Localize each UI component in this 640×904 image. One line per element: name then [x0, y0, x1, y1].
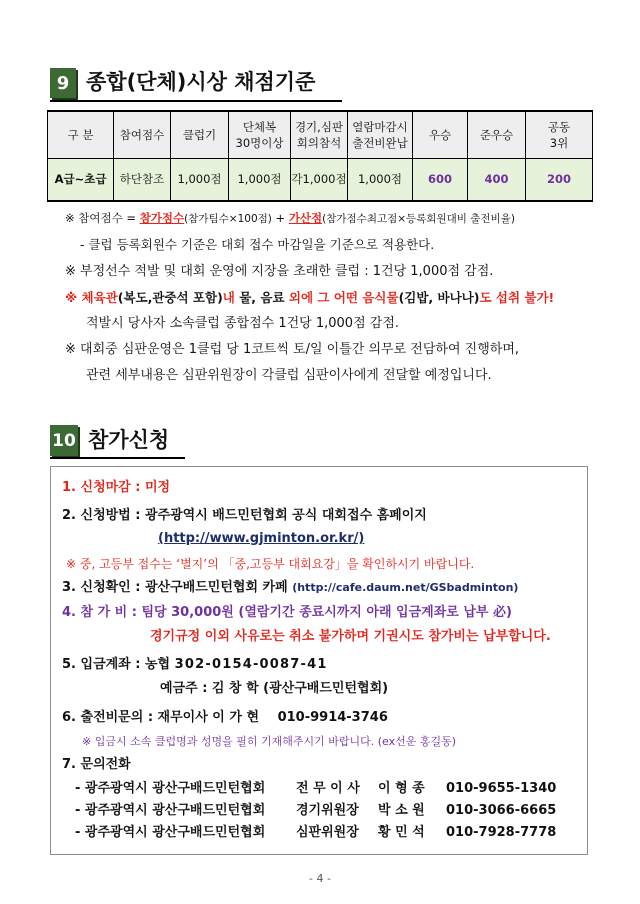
item-confirm: [62, 580, 518, 596]
food-rule-part: (김밥, 바나나): [398, 290, 480, 305]
cell-participation: 하단참조: [114, 158, 171, 201]
scoring-criteria-table: [47, 110, 593, 202]
section-9-title-underline: [50, 100, 342, 102]
header-category: [48, 111, 114, 158]
item-deadline: 1. 신청마감 : 미정: [62, 480, 171, 495]
formula-prefix: ※ 참여점수 =: [65, 211, 137, 225]
contact-row: [75, 803, 556, 819]
formula-term-bonus-detail: (참가점수최고점×등록회원대비 출전비율): [322, 213, 515, 225]
item-contact-heading: 7. 문의전화: [62, 757, 131, 772]
method-url-link[interactable]: (http://www.gjminton.or.kr/): [158, 531, 365, 546]
note-member-basis: - 클럽 등록회원수 기준은 대회 접수 마감일을 기준으로 적용한다.: [80, 237, 435, 252]
header-runner-up: [468, 111, 526, 158]
contact-phone: 010-7928-7778: [446, 825, 557, 840]
header-joint-third: [526, 111, 593, 158]
formula-term-entry-detail: (참가팀수×100점): [184, 213, 272, 225]
header-winner: [413, 111, 468, 158]
account-number: 302-0154-0087-41: [174, 657, 328, 672]
cell-team-uniform: 1,000점: [229, 158, 291, 201]
note-penalty: ※ 부정선수 적발 및 대회 운영에 지장을 초래한 클럽 : 1건당 1,000점 감점.: [65, 264, 494, 279]
section-9-number-badge: 9: [50, 68, 76, 98]
cell-grade: A급~초급: [48, 158, 114, 201]
header-text: 경기,심판: [294, 119, 344, 134]
header-text: 참여점수: [119, 127, 165, 142]
header-text: 공동: [547, 119, 571, 134]
contact-org: - 광주광역시 광산구배드민턴협회: [75, 781, 266, 796]
header-text: 준우승: [479, 127, 514, 142]
contact-name: 황 민 석: [378, 825, 425, 840]
cell-joint-third: 200: [526, 158, 593, 201]
section-10-title: 참가신청: [88, 428, 170, 452]
header-text: 클럽기: [182, 127, 217, 142]
account-text: 5. 입금계좌 : 농협: [62, 657, 171, 672]
contact-phone: 010-9655-1340: [446, 781, 557, 796]
fee-note: 경기규정 이외 사유로는 취소 불가하며 기권시도 참가비는 납부합니다.: [150, 629, 551, 644]
contact-role: 전 무 이 사: [296, 781, 360, 796]
header-participation-score: [114, 111, 171, 158]
header-team-uniform: [229, 111, 291, 158]
note-food-rule: [65, 290, 554, 306]
fee-inquiry-phone: 010-9914-3746: [277, 710, 388, 725]
header-fee-paid: [348, 111, 413, 158]
fee-inquiry-note: ※ 입금시 소속 클럽명과 성명을 필히 기재해주시기 바랍니다. (ex선운 홍길동): [82, 735, 457, 748]
cell-meeting: 각1,000점: [291, 158, 348, 201]
formula-term-bonus: 가산점: [288, 211, 323, 225]
header-club-flag: [171, 111, 229, 158]
header-text: 30명이상: [235, 135, 284, 150]
section-10-number-badge: 10: [50, 425, 78, 456]
header-meeting-attendance: [291, 111, 348, 158]
formula-term-entry-score: 참가점수: [139, 211, 185, 225]
header-text: 회의참석: [296, 135, 342, 150]
header-text: 구 분: [67, 127, 94, 142]
header-text: 출전비완납: [352, 135, 408, 150]
header-text: 3위: [549, 135, 569, 150]
cell-club-flag: 1,000점: [171, 158, 229, 201]
confirm-text: 3. 신청확인 : 광산구배드민턴협회 카페: [62, 580, 288, 595]
table-row: [48, 158, 593, 201]
food-rule-part: ※ 체육관: [65, 290, 118, 305]
header-text: 열람마감시: [352, 119, 408, 134]
note-food-penalty: 적발시 당사자 소속클럽 종합점수 1건당 1,000점 감점.: [86, 316, 400, 331]
fee-inquiry-text: 6. 출전비문의 : 재무이사 이 가 현: [62, 710, 260, 725]
cell-winner: 600: [413, 158, 468, 201]
cell-runner-up: 400: [468, 158, 526, 201]
account-holder: 예금주 : 김 창 학 (광산구배드민턴협회): [160, 681, 389, 696]
contact-name: 이 형 종: [378, 781, 425, 796]
cell-fee-paid: 1,000점: [348, 158, 413, 201]
contact-phone: 010-3066-6665: [446, 803, 557, 818]
item-fee-inquiry: [62, 710, 388, 726]
page-number: - 4 -: [309, 872, 331, 885]
table-header-row: [48, 111, 593, 158]
note-referee-line2: 관련 세부내용은 심판위원장이 각클럽 심판이사에게 전달할 예정입니다.: [86, 368, 492, 383]
contact-name: 박 소 원: [378, 803, 425, 818]
formula-plus: +: [275, 211, 286, 225]
header-text: 단체복: [242, 119, 277, 134]
contact-role: 심판위원장: [296, 825, 359, 840]
method-note: ※ 중, 고등부 접수는 ‘별지’의 「중,고등부 대회요강」을 확인하시기 바랍니다.: [66, 557, 475, 571]
contact-row: [75, 781, 556, 797]
contact-row: [75, 825, 556, 841]
section-9-title: 종합(단체)시상 채점기준: [86, 70, 316, 94]
food-rule-part: 물, 음료: [234, 290, 289, 305]
food-rule-part: 도 섭취 불가!: [479, 290, 555, 305]
item-account: [62, 657, 328, 673]
item-fee: 4. 참 가 비 : 팀당 30,000원 (열람기간 종료시까지 아래 입금계좌로 납부 必): [62, 605, 512, 620]
contact-org: - 광주광역시 광산구배드민턴협회: [75, 825, 266, 840]
contact-role: 경기위원장: [296, 803, 359, 818]
header-text: 우승: [428, 127, 452, 142]
confirm-url-link[interactable]: (http://cafe.daum.net/GSbadminton): [292, 581, 519, 594]
food-rule-part: 외에 그 어떤 음식물: [288, 290, 399, 305]
contact-org: - 광주광역시 광산구배드민턴협회: [75, 803, 266, 818]
section-10-title-underline: [50, 457, 185, 459]
note-formula: [65, 210, 515, 227]
item-method: 2. 신청방법 : 광주광역시 배드민턴협회 공식 대회접수 홈페이지: [62, 508, 427, 523]
food-rule-part: 내: [222, 290, 235, 305]
note-referee-line1: ※ 대회중 심판운영은 1클럽 당 1코트씩 토/일 이틀간 의무로 전담하여 진행하며,: [65, 342, 520, 357]
food-rule-part: (복도,관중석 포함): [117, 290, 223, 305]
